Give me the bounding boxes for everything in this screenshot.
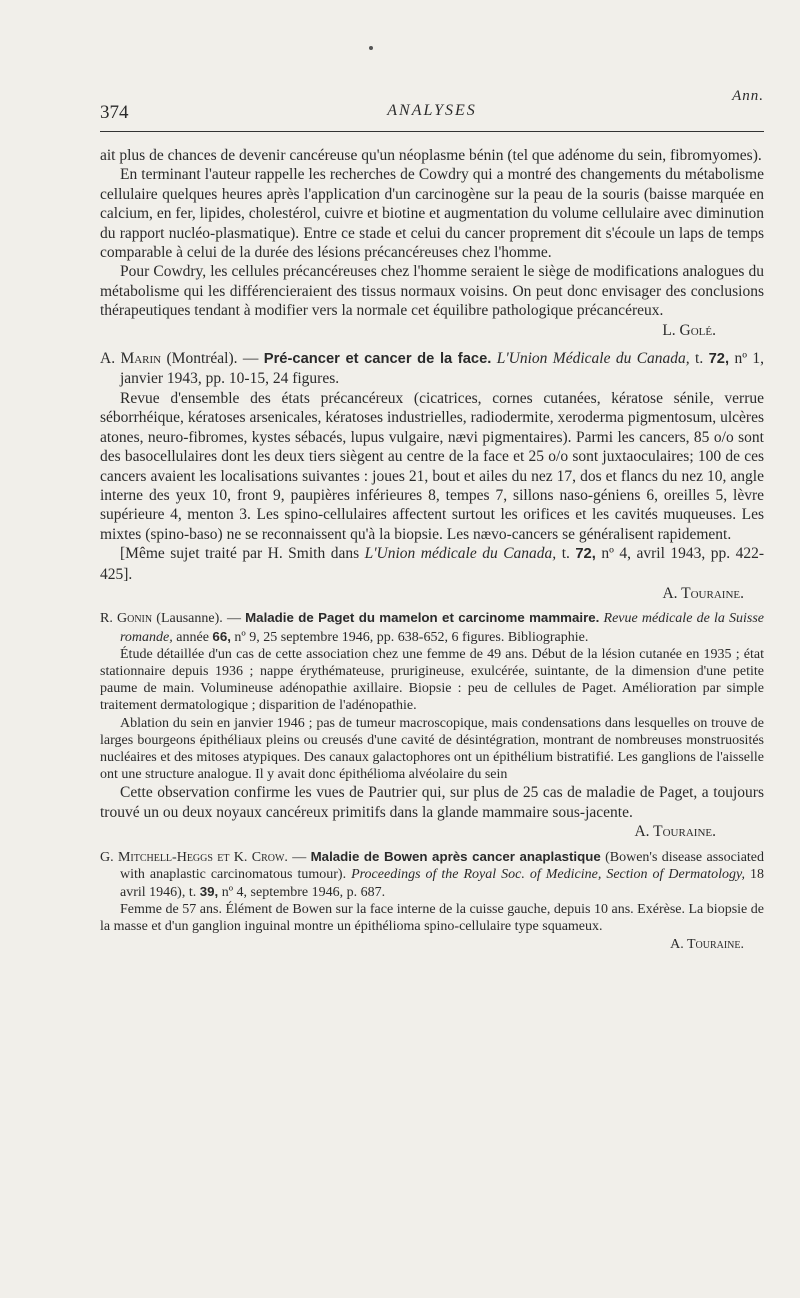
print-speck	[369, 46, 373, 50]
note-journal: L'Union médicale du Canada,	[364, 545, 557, 563]
entry-marin-citation	[100, 349, 764, 389]
tome-number: 72,	[708, 351, 730, 368]
intro-paragraph-1: ait plus de chances de devenir cancéreuse qu'un néoplasme bénin (tel que adénome du sein, fibromyomes).	[100, 147, 762, 164]
intro-paragraph-3: Pour Cowdry, les cellules précancéreuses chez l'homme seraient le siège de modifications analogues du métabolisme qui les différencieraient des tissus normaux voisins. On peut donc envisager des conclusions thérapeutiques tendant à modifier vers la normale cet équilibre pathologique précancéreux.	[100, 263, 764, 320]
citation-rest: nº 1, janvier 1943, pp. 10-15, 24 figures.	[120, 350, 765, 388]
author-names: G. Mitchell-Heggs et K. Crow.	[100, 849, 288, 865]
intro-paragraph-2: En terminant l'auteur rappelle les recherches de Cowdry qui a montré des changements du métabolisme cellulaire quelques heures après l'application d'un carcinogène sur la peau de la souris (baisse marquée en calcium, en fer, lipides, cholestérol, cuivre et biotine et augmentation du volume cellulaire avec diminution du rapport nucléo-plasmatique). Entre ce stade et celui du cancer proprement dit s'écoule un laps de temps comparable à celui de la durée des lésions précancéreuses chez l'homme.	[100, 166, 764, 262]
tome-prefix: t.	[695, 350, 704, 368]
journal-name: Revue médicale de la Suisse romande,	[120, 611, 765, 645]
tome-number: 39,	[199, 884, 219, 899]
tome-prefix: t.	[188, 885, 197, 900]
entry-mitchell-summary: Femme de 57 ans. Élément de Bowen sur la face interne de la cuisse gauche, depuis 10 ans. Exérèse. La biopsie de la masse et d'un ganglion inguinal montre un épithélioma spino-cellulaire type squameux.	[100, 902, 764, 935]
note-end: nº 4, avril 1943, pp. 422-425].	[100, 545, 765, 583]
note-start: [Même sujet traité par H. Smith dans	[120, 545, 360, 563]
signature-gole: L. Golé.	[662, 321, 716, 339]
citation-date: 18 avril 1946),	[120, 866, 765, 900]
entry-gonin-citation	[100, 609, 764, 645]
entry-gonin-paragraph-3: Cette observation confirme les vues de Pautrier qui, sur plus de 25 cas de maladie de Paget, a toujours trouvé un ou deux noyaux cancéreux primitifs dans la glande mammaire sous-jacente.	[100, 784, 764, 821]
signature-touraine-1: A. Touraine.	[662, 584, 744, 602]
note-tome-prefix: t.	[561, 545, 570, 563]
running-title: ANALYSES	[387, 102, 477, 119]
citation-rest: nº 9, 25 septembre 1946, pp. 638-652, 6 figures. Bibliographie.	[234, 629, 589, 645]
year-number: 66,	[212, 628, 231, 644]
journal-name: L'Union Médicale du Canada,	[496, 350, 690, 368]
author-name: A. Marin	[100, 350, 162, 368]
journal-abbrev: Ann.	[732, 88, 764, 104]
signature-touraine-3: A. Touraine.	[670, 936, 744, 952]
entry-gonin-paragraph-1: Étude détaillée d'un cas de cette association chez une femme de 49 ans. Début de la lésion cutanée en 1935 ; état stationnaire depuis 1936 ; nappe érythémateuse, prurigineuse, exulcérée, suintante, de la dimension d'une petite paume de main. Volumineuse adénopathie axillaire. Biopsie : peu de cellules de Paget. Amélioration par simple traitement dermatologique ; disparition de l'adénopathie.	[100, 646, 764, 714]
article-title: Maladie de Bowen après cancer anaplastique	[310, 848, 601, 864]
page-number: 374	[100, 102, 129, 123]
entry-marin-summary: Revue d'ensemble des états précancéreux (cicatrices, cornes cutanées, kératose sénile, verrue séborrhéique, kératoses arsenicales, kératoses industrielles, radiodermite, xeroderma pigmentosum, ulcères atones, neuro-fibromes, kystes sébacés, lupus vulgaire, nævi pigmentaires). Parmi les cancers, 85 o/o sont des basocellulaires dont les deux tiers siègent au centre de la face et 25 o/o sont juxtaoculaires; 100 de ces cancers avaient les localisations suivantes : joues 21, bout et ailes du nez 17, dos et flancs du nez 10, angle interne des yeux 10, front 9, paupières inférieures 8, tempes 7, sillons naso-géniens 6, oreilles 5, lèvre supérieure 4, menton 3. Les spino-cellulaires affectent surtout les orifices et les cavités muqueuses. Les mixtes (spino-baso) ne se reconnaissent qu'à la biopsie. Les nævo-cancers se généralisent rapidement.	[100, 389, 764, 543]
author-name: R. Gonin	[100, 611, 153, 627]
entry-marin-note	[100, 544, 764, 584]
header-rule	[100, 131, 764, 132]
article-title: Maladie de Paget du mamelon et carcinome mammaire.	[245, 610, 600, 626]
author-place: (Lausanne).	[156, 611, 223, 627]
journal-name: Proceedings of the Royal Soc. of Medicine, Section of Dermatology,	[351, 866, 746, 882]
dash: —	[242, 350, 259, 368]
entry-mitchell-citation	[100, 848, 764, 902]
signature-touraine-2: A. Touraine.	[634, 823, 716, 841]
article-title: Pré-cancer et cancer de la face.	[263, 351, 492, 368]
entry-gonin-paragraph-2: Ablation du sein en janvier 1946 ; pas de tumeur macroscopique, mais condensations dans lesquelles on trouve de larges bourgeons épithéliaux pleins ou creusés d'une cavité de désintégration, montrant de nombreuses monstruosités nucléaires et des mitoses atypiques. Des canaux galactophores ont un épithélium bistratifié. Les ganglions de l'aisselle ont une structure analogue. Il y avait donc épithélioma alvéolaire du sein	[100, 715, 764, 783]
dash: —	[226, 611, 241, 627]
english-title: (Bowen's disease associated with anaplastic carcinomatous tumour).	[120, 849, 765, 882]
spacer	[100, 340, 764, 349]
page-header	[100, 102, 764, 126]
author-place: (Montréal).	[166, 350, 238, 368]
dash: —	[292, 849, 307, 865]
year-prefix: année	[176, 629, 209, 645]
citation-rest: nº 4, septembre 1946, p. 687.	[221, 885, 386, 900]
note-tome: 72,	[575, 546, 596, 563]
page-body	[100, 146, 764, 953]
